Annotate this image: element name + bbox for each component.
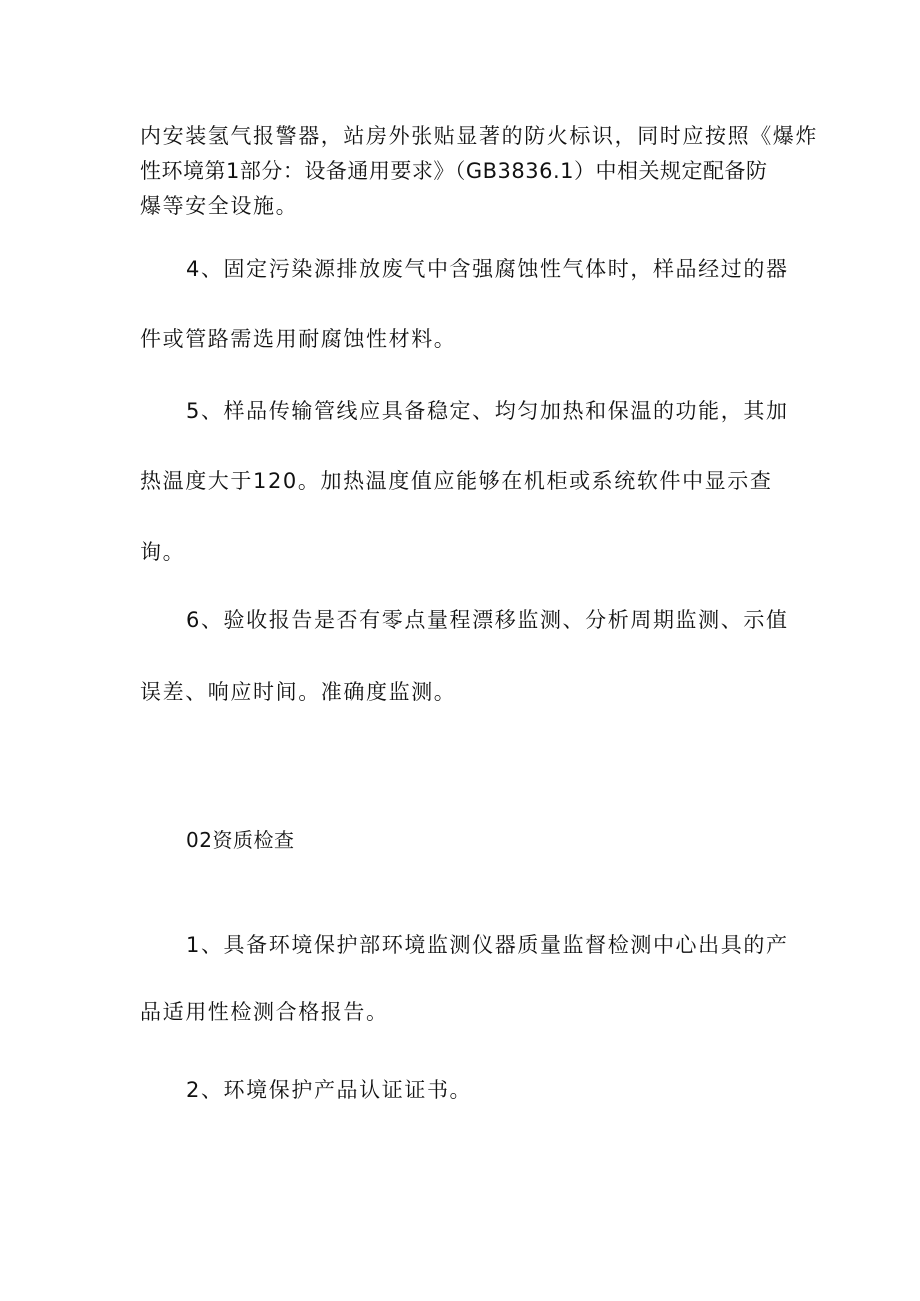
- list-item-5-line-3: 询。: [140, 540, 186, 564]
- paragraph-line: 性环境第1部分：设备通用要求》（GB3836.1）中相关规定配备防: [140, 159, 768, 183]
- section-heading: 02资质检查: [186, 828, 295, 852]
- list-item-5-line-1: 5、样品传输管线应具备稳定、均匀加热和保温的功能，其加: [186, 399, 789, 423]
- list-item-6-line-1: 6、验收报告是否有零点量程漂移监测、分析周期监测、示值: [186, 608, 789, 632]
- qualification-item-2: 2、环境保护产品认证证书。: [186, 1078, 473, 1102]
- list-item-4-line-2: 件或管路需选用耐腐蚀性材料。: [140, 327, 457, 351]
- paragraph-line: 内安装氢气报警器，站房外张贴显著的防火标识，同时应按照《爆炸: [140, 124, 818, 148]
- paragraph-line: 爆等安全设施。: [140, 194, 299, 218]
- qualification-item-1-line-1: 1、具备环境保护部环境监测仪器质量监督检测中心出具的产: [186, 933, 789, 957]
- list-item-5-line-2: 热温度大于120。加热温度值应能够在机柜或系统软件中显示查: [140, 469, 773, 493]
- list-item-4-line-1: 4、固定污染源排放废气中含强腐蚀性气体时，样品经过的器: [186, 257, 789, 281]
- list-item-6-line-2: 误差、响应时间。准确度监测。: [140, 680, 457, 704]
- qualification-item-1-line-2: 品适用性检测合格报告。: [140, 1000, 389, 1024]
